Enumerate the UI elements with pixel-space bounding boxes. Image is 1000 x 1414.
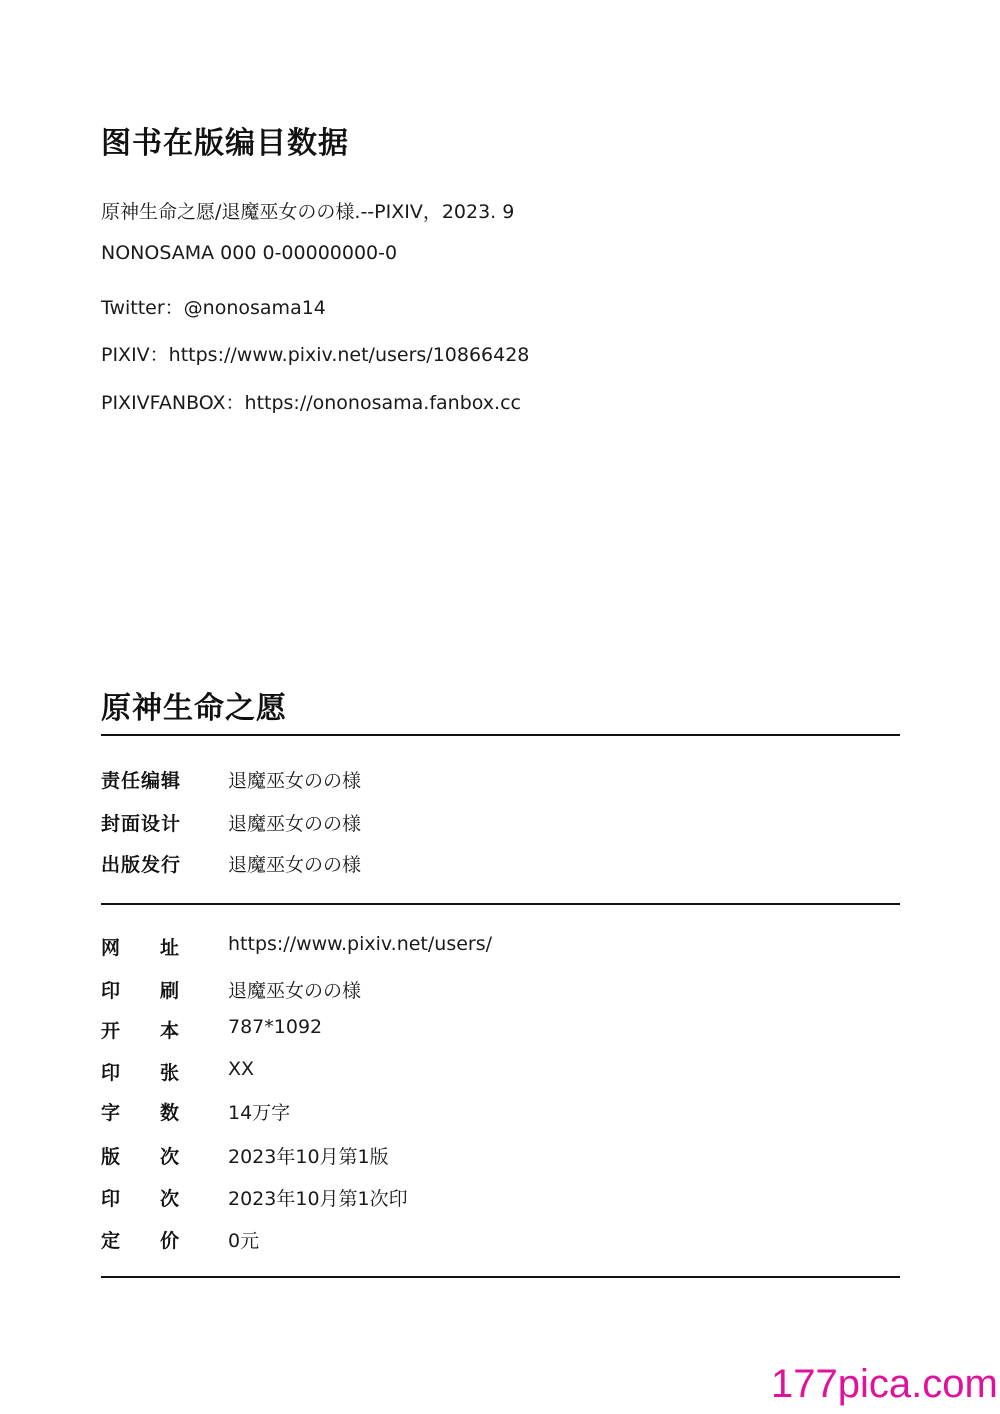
info-label-second-char: 刷 [160,980,180,1002]
book-title: 原神生命之愿 [101,691,287,726]
credit-label: 出版发行 [101,854,182,876]
info-value: 14万字 [228,1102,291,1124]
info-label-second-char: 价 [160,1230,180,1252]
info-row-sheets [101,1058,900,1088]
divider-middle [101,903,900,905]
info-row-word-count [101,1098,900,1128]
info-label-first-char: 字 [101,1102,121,1124]
info-label-first-char: 版 [101,1146,121,1168]
info-row-price [101,1226,900,1256]
info-label-first-char: 印 [101,980,121,1002]
info-label-second-char: 张 [160,1062,180,1084]
info-value: 退魔巫女のの様 [228,980,362,1002]
info-label-first-char: 印 [101,1062,121,1084]
info-row-printing [101,976,900,1006]
cip-line-title-author: 原神生命之愿/退魔巫女のの様.--PIXIV，2023. 9 [101,201,515,223]
info-label-second-char: 次 [160,1146,180,1168]
info-value: XX [228,1058,255,1080]
cip-line-pixiv: PIXIV：https://www.pixiv.net/users/10866428 [101,344,530,366]
divider-bottom [101,1276,900,1278]
cip-line-twitter: Twitter：@nonosama14 [101,297,326,319]
info-value: 787*1092 [228,1016,323,1038]
credit-row-cover-design [101,809,900,839]
info-value: https://www.pixiv.net/users/ [228,933,493,955]
watermark-text: 177pica.com [771,1362,998,1406]
credit-value: 退魔巫女のの様 [228,770,362,792]
info-value: 2023年10月第1版 [228,1146,389,1168]
credit-label: 封面设计 [101,813,182,835]
divider-top [101,734,900,736]
credit-label: 责任编辑 [101,770,182,792]
info-label-first-char: 开 [101,1020,121,1042]
info-label-first-char: 定 [101,1230,121,1252]
credit-row-publisher [101,850,900,880]
cip-heading: 图书在版编目数据 [101,126,349,161]
info-row-format [101,1016,900,1046]
info-label-first-char: 印 [101,1188,121,1210]
info-row-website [101,933,900,963]
credit-value: 退魔巫女のの様 [228,854,362,876]
info-label-second-char: 次 [160,1188,180,1210]
info-label-second-char: 数 [160,1102,180,1124]
credit-value: 退魔巫女のの様 [228,813,362,835]
info-row-impression [101,1184,900,1214]
info-label-second-char: 本 [160,1020,180,1042]
credit-row-editor [101,766,900,796]
info-value: 2023年10月第1次印 [228,1188,408,1210]
info-label-second-char: 址 [160,937,180,959]
info-row-edition [101,1142,900,1172]
info-label-first-char: 网 [101,937,121,959]
info-value: 0元 [228,1230,260,1252]
cip-line-fanbox: PIXIVFANBOX：https://ononosama.fanbox.cc [101,392,521,414]
cip-line-isbn: NONOSAMA 000 0-00000000-0 [101,242,398,264]
